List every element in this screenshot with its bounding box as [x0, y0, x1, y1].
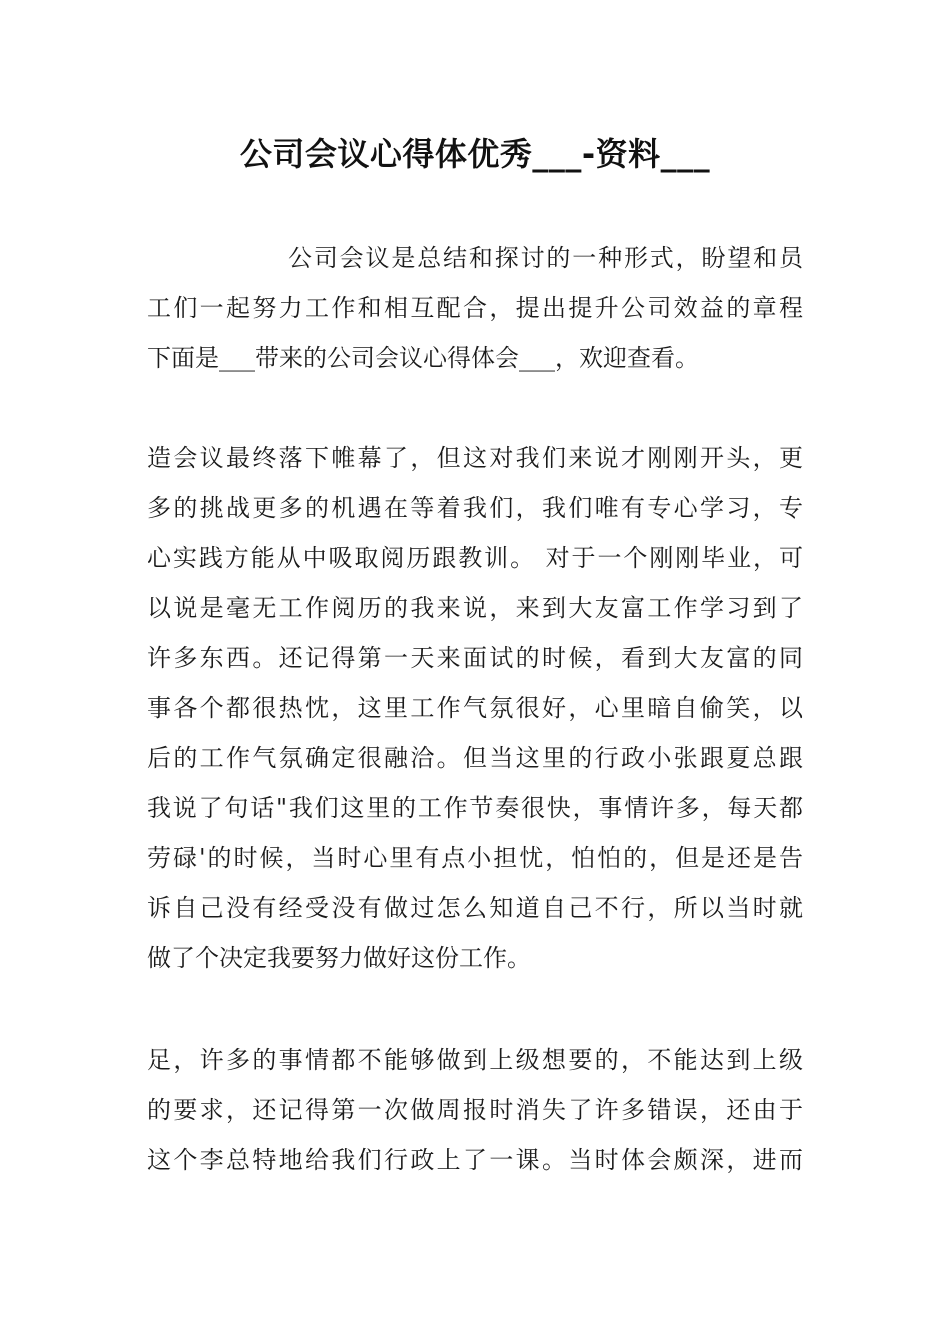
- document-title: 公司会议心得体优秀___-资料___: [239, 135, 711, 173]
- paragraph-line: 劳碌'的时候，当时心里有点小担忧，怕怕的，但是还是告: [147, 844, 803, 872]
- paragraph-line: 的要求，还记得第一次做周报时消失了许多错误，还由于: [147, 1096, 803, 1124]
- paragraph-line: 这个李总特地给我们行政上了一课。当时体会颇深，进而: [147, 1146, 803, 1174]
- paragraph-line: 造会议最终落下帷幕了，但这对我们来说才刚刚开头，更: [147, 444, 803, 472]
- paragraph-line: 以说是毫无工作阅历的我来说，来到大友富工作学习到了: [147, 594, 803, 622]
- paragraph-line: 做了个决定我要努力做好这份工作。: [147, 944, 531, 972]
- paragraph-line: 工们一起努力工作和相互配合，提出提升公司效益的章程: [147, 294, 803, 322]
- paragraph-line: [147, 238, 803, 278]
- paragraph-line: 下面是___带来的公司会议心得体会___，欢迎查看。: [147, 344, 699, 372]
- paragraph-line: 我说了句话"我们这里的工作节奏很快，事情许多，每天都: [147, 794, 803, 822]
- paragraph-line: 心实践方能从中吸取阅历跟教训。 对于一个刚刚毕业，可: [147, 544, 803, 572]
- paragraph-line: 多的挑战更多的机遇在等着我们，我们唯有专心学习，专: [147, 494, 803, 522]
- paragraph-line: 许多东西。还记得第一天来面试的时候，看到大友富的同: [147, 644, 803, 672]
- paragraph-line: 后的工作气氛确定很融洽。但当这里的行政小张跟夏总跟: [147, 744, 803, 772]
- paragraph-line-text: 公司会议是总结和探讨的一种形式，盼望和员: [288, 244, 803, 272]
- paragraph-line: 诉自己没有经受没有做过怎么知道自己不行，所以当时就: [147, 894, 803, 922]
- paragraph-line: 事各个都很热忱，这里工作气氛很好，心里暗自偷笑，以: [147, 694, 803, 722]
- paragraph-line: 足，许多的事情都不能够做到上级想要的，不能达到上级: [147, 1046, 803, 1074]
